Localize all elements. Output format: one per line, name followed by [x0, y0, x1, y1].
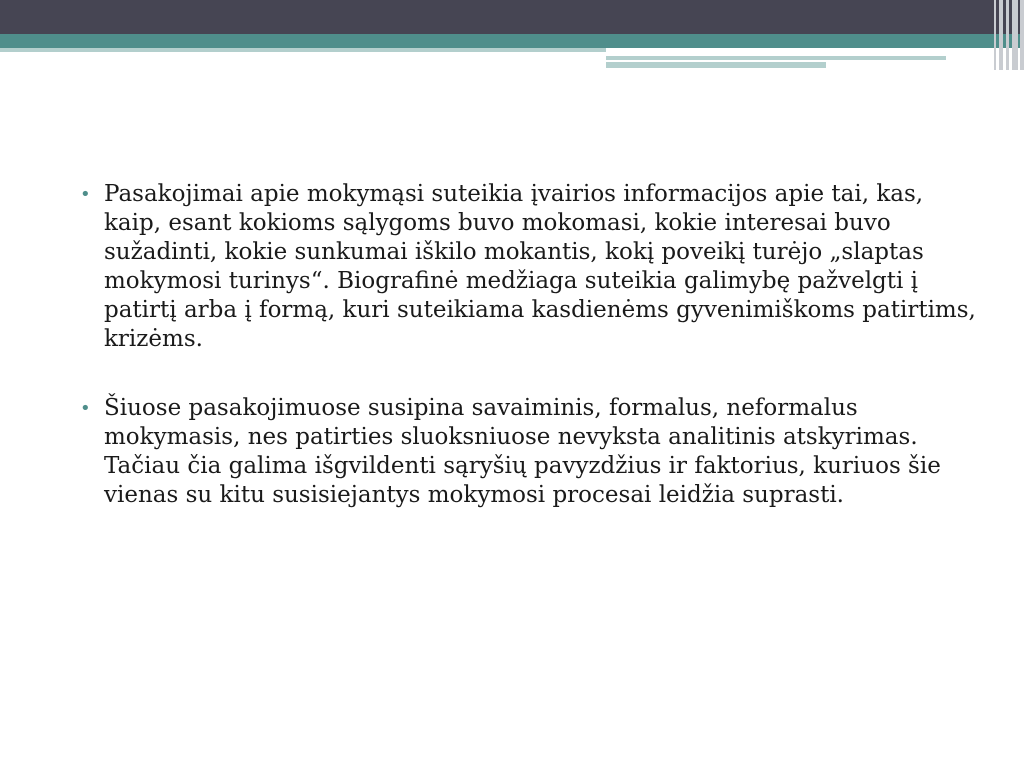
- header-white-stripe: [606, 48, 1024, 54]
- header-vertical-line: [994, 0, 996, 70]
- bullet-text: Pasakojimai apie mokymąsi suteikia įvairios informacijos apie tai, kas, kaip, esant kokioms sąlygoms buvo mokomasi, kokie interesai buvo sužadinti, kokie sunkumai iškilo mokantis, kokį poveikį turėjo „slaptas mokymosi turinys“. Biografinė medžiaga suteikia galimybę pažvelgti į patirtį arba į formą, kuri suteikiama kasdienėms gyvenimiškoms patirtims, krizėms.: [104, 181, 976, 352]
- header-vertical-line: [999, 0, 1003, 70]
- header-thin-stripe: [606, 56, 946, 60]
- bullet-dot-icon: •: [80, 184, 91, 205]
- bullet-list: [78, 180, 978, 510]
- bullet-dot-icon: •: [80, 398, 91, 419]
- bullet-item: [78, 180, 978, 354]
- bullet-text: Šiuose pasakojimuose susipina savaiminis, formalus, neformalus mokymasis, nes patirties sluoksniuose nevyksta analitinis atskyrimas. Tačiau čia galima išgvildenti sąryšių pavyzdžius ir faktorius, kuriuos šie vienas su kitu susisiejantys mokymosi procesai leidžia suprasti.: [104, 395, 941, 508]
- header-bar: [0, 0, 1024, 34]
- header-light-stripe: [0, 48, 606, 52]
- header-vertical-line: [1006, 0, 1009, 70]
- header-accent-band: [0, 34, 1024, 48]
- slide-body: [78, 180, 978, 550]
- header-short-stripe: [606, 62, 826, 68]
- header-vertical-line: [1020, 0, 1024, 70]
- bullet-item: [78, 394, 978, 510]
- header-vertical-line: [1012, 0, 1018, 70]
